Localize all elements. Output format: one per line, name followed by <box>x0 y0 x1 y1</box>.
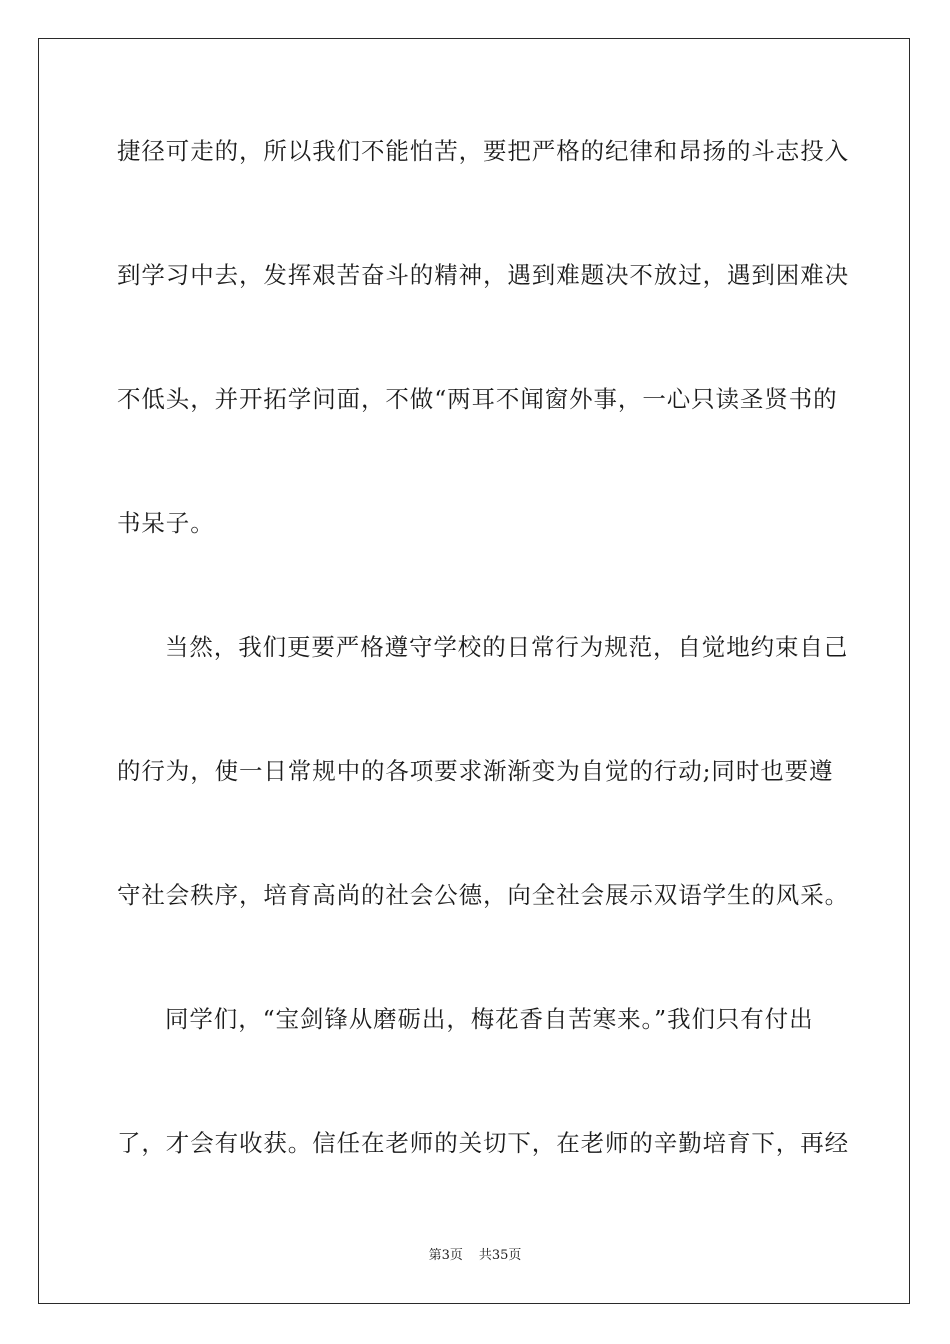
text-line-3: 不低头，并开拓学问面，不做“两耳不闻窗外事，一心只读圣贤书的 <box>117 385 838 413</box>
text-line-5: 当然，我们更要严格遵守学校的日常行为规范，自觉地约束自己 <box>165 633 849 661</box>
text-line-1: 捷径可走的，所以我们不能怕苦，要把严格的纪律和昂扬的斗志投入 <box>117 137 849 165</box>
text-line-7: 守社会秩序，培育高尚的社会公德，向全社会展示双语学生的风采。 <box>117 881 849 909</box>
page-total: 共35页 <box>478 1248 522 1263</box>
text-line-2: 到学习中去，发挥艰苦奋斗的精神，遇到难题决不放过，遇到困难决 <box>117 261 849 289</box>
text-line-4: 书呆子。 <box>117 509 215 537</box>
text-line-6: 的行为，使一日常规中的各项要求渐渐变为自觉的行动;同时也要遵 <box>117 757 834 785</box>
page-border <box>38 38 910 1304</box>
text-line-9: 了，才会有收获。信任在老师的关切下，在老师的辛勤培育下，再经 <box>117 1129 849 1157</box>
page-number: 第3页 <box>428 1248 463 1263</box>
text-line-8: 同学们，“宝剑锋从磨砺出，梅花香自苦寒来。”我们只有付出 <box>165 1005 814 1033</box>
page-footer <box>0 1247 950 1265</box>
